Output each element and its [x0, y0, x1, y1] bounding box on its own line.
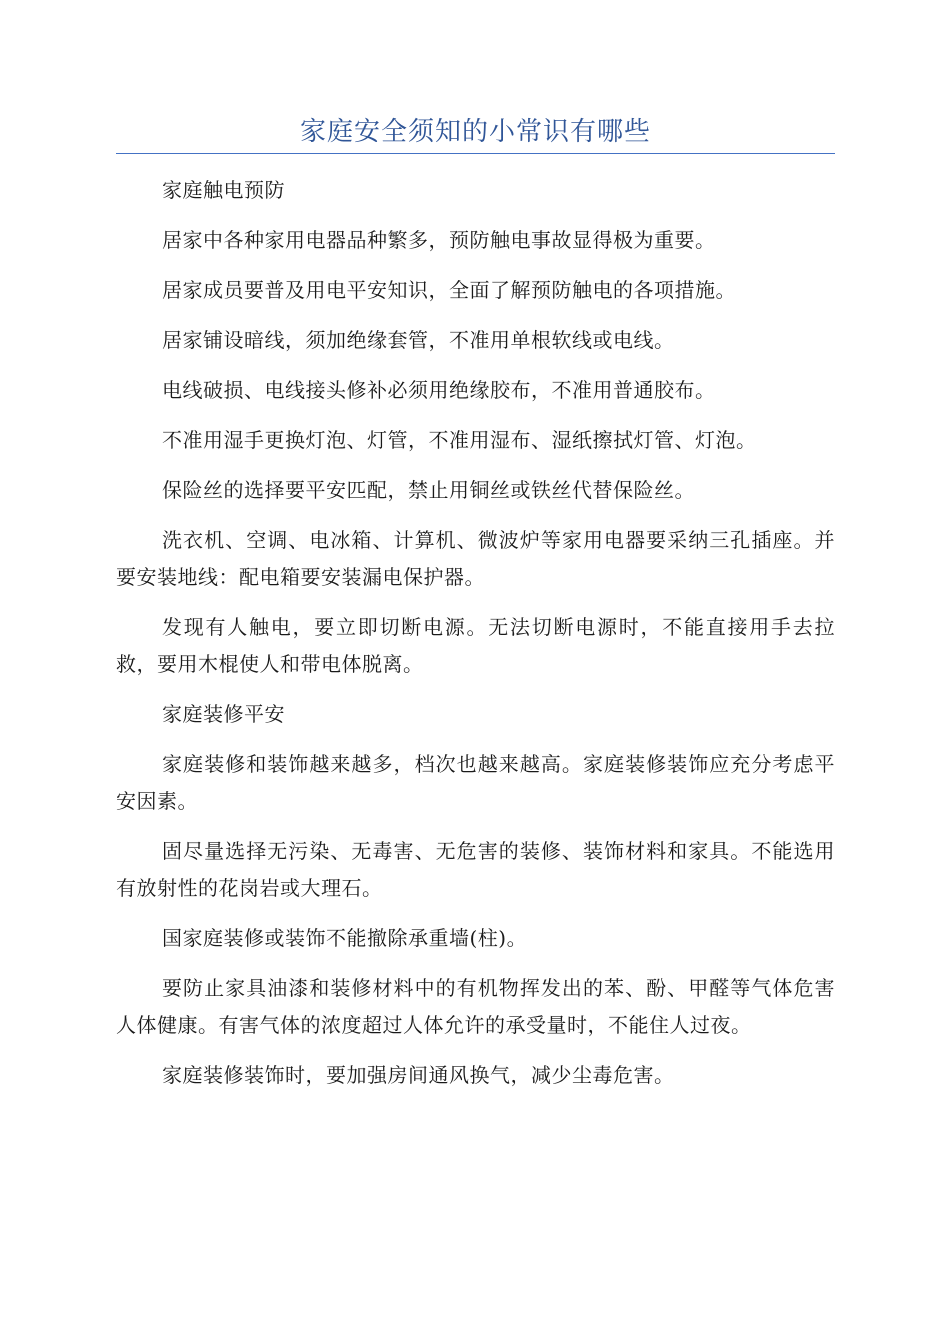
document-title: 家庭安全须知的小常识有哪些 — [299, 117, 651, 147]
paragraph: 固尽量选择无污染、无毒害、无危害的装修、装饰材料和家具。不能选用有放射性的花岗岩或大理石。 — [116, 839, 835, 900]
paragraph: 洗衣机、空调、电冰箱、计算机、微波炉等家用电器要采纳三孔插座。并要安装地线：配电箱要安装漏电保护器。 — [116, 528, 835, 589]
section-heading: 家庭触电预防 — [162, 178, 285, 202]
paragraph: 国家庭装修或装饰不能撤除承重墙(柱)。 — [162, 926, 528, 950]
paragraph: 家庭装修装饰时，要加强房间通风换气，减少尘毒危害。 — [162, 1063, 675, 1087]
title-underline — [116, 153, 835, 154]
paragraph: 家庭装修和装饰越来越多，档次也越来越高。家庭装修装饰应充分考虑平安因素。 — [116, 752, 835, 813]
paragraph: 不准用湿手更换灯泡、灯管，不准用湿布、湿纸擦拭灯管、灯泡。 — [162, 428, 757, 452]
paragraph: 居家铺设暗线，须加绝缘套管，不准用单根软线或电线。 — [162, 328, 675, 352]
paragraph: 发现有人触电，要立即切断电源。无法切断电源时，不能直接用手去拉救，要用木棍使人和带电体脱离。 — [116, 615, 835, 676]
paragraph: 居家成员要普及用电平安知识，全面了解预防触电的各项措施。 — [162, 278, 736, 302]
section-heading: 家庭装修平安 — [162, 702, 285, 726]
paragraph: 居家中各种家用电器品种繁多，预防触电事故显得极为重要。 — [162, 228, 716, 252]
paragraph: 保险丝的选择要平安匹配，禁止用铜丝或铁丝代替保险丝。 — [162, 478, 695, 502]
paragraph: 电线破损、电线接头修补必须用绝缘胶布，不准用普通胶布。 — [162, 378, 716, 402]
paragraph: 要防止家具油漆和装修材料中的有机物挥发出的苯、酚、甲醛等气体危害人体健康。有害气体的浓度超过人体允许的承受量时，不能住人过夜。 — [116, 976, 835, 1037]
document-body — [116, 172, 835, 1107]
